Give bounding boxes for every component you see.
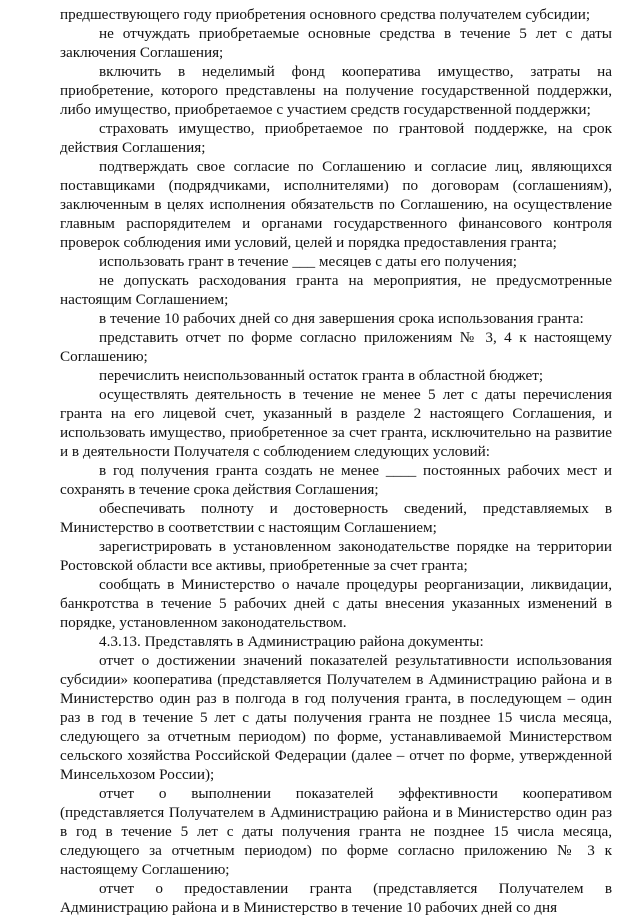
- paragraph-18: отчет о выполнении показателей эффективности кооперативом (представляется Получателем в Администрацию района и в Министерство один раз в год в течение 5 лет с даты получения гранта не позднее 15 числа месяца, следующего за отчетным периодом) по форме согласно приложению № 3 к настоящему Соглашению;: [60, 785, 612, 878]
- paragraph-2: не отчуждать приобретаемые основные средства в течение 5 лет с даты заключения Соглашения;: [60, 25, 612, 61]
- paragraph-6: использовать грант в течение ___ месяцев с даты его получения;: [99, 253, 517, 270]
- paragraph-7: не допускать расходования гранта на мероприятия, не предусмотренные настоящим Соглашением;: [60, 272, 612, 308]
- paragraph-5: подтверждать свое согласие по Соглашению и согласие лиц, являющихся поставщиками (подрядчиками, исполнителями) по договорам (соглашениям), заключенным в целях исполнения обязательств по Соглашению, на осуществление главным распорядителем и органами государственного финансового контроля проверок соблюдения ими условий, целей и порядка предоставления гранта;: [60, 158, 612, 251]
- paragraph-11: осуществлять деятельность в течение не менее 5 лет с даты перечисления гранта на его лицевой счет, указанный в разделе 2 настоящего Соглашения, и использовать имущество, приобретенное за счет гранта, исключительно на развитие и в деятельности Получателя с соблюдением следующих условий:: [60, 386, 612, 460]
- paragraph-17: отчет о достижении значений показателей результативности использования субсидии» кооператива (представляется Получателем в Администрацию района и в Министерство один раз в полгода в год получения гранта, в последующем – один раз в год в течение 5 лет с даты получения гранта не позднее 15 числа месяца, следующего за отчетным периодом) по форме, устанавливаемой Министерством сельского хозяйства Российской Федерации (далее – отчет по форме, утвержденной Минсельхозом России);: [60, 652, 612, 783]
- paragraph-15: сообщать в Министерство о начале процедуры реорганизации, ликвидации, банкротства в течение 5 рабочих дней с даты внесения указанных изменений в порядке, установленном законодательством.: [60, 576, 612, 631]
- paragraph-4: страховать имущество, приобретаемое по грантовой поддержке, на срок действия Соглашения;: [60, 120, 612, 156]
- paragraph-13: обеспечивать полноту и достоверность сведений, представляемых в Министерство в соответствии с настоящим Соглашением;: [60, 500, 612, 536]
- paragraph-8: в течение 10 рабочих дней со дня завершения срока использования гранта:: [99, 310, 584, 327]
- paragraph-14: зарегистрировать в установленном законодательстве порядке на территории Ростовской области все активы, приобретенные за счет гранта;: [60, 538, 612, 574]
- paragraph-10: перечислить неиспользованный остаток гранта в областной бюджет;: [99, 367, 544, 384]
- paragraph-19: отчет о предоставлении гранта (представляется Получателем в Администрацию района и в Министерство в течение 10 рабочих дней со дня: [60, 880, 612, 916]
- paragraph-12: в год получения гранта создать не менее ____ постоянных рабочих мест и сохранять в течение срока действия Соглашения;: [60, 462, 612, 498]
- section-heading-4-3-13: 4.3.13. Представлять в Администрацию района документы:: [99, 633, 484, 650]
- document-page: [60, 5, 612, 917]
- paragraph-3: включить в неделимый фонд кооператива имущество, затраты на приобретение, которого представлены на получение государственной поддержки, либо имущество, приобретаемое с участием средств государственной поддержки;: [60, 63, 612, 118]
- paragraph-1: предшествующего году приобретения основного средства получателем субсидии;: [60, 6, 591, 23]
- paragraph-9: представить отчет по форме согласно приложениям № 3, 4 к настоящему Соглашению;: [60, 329, 612, 365]
